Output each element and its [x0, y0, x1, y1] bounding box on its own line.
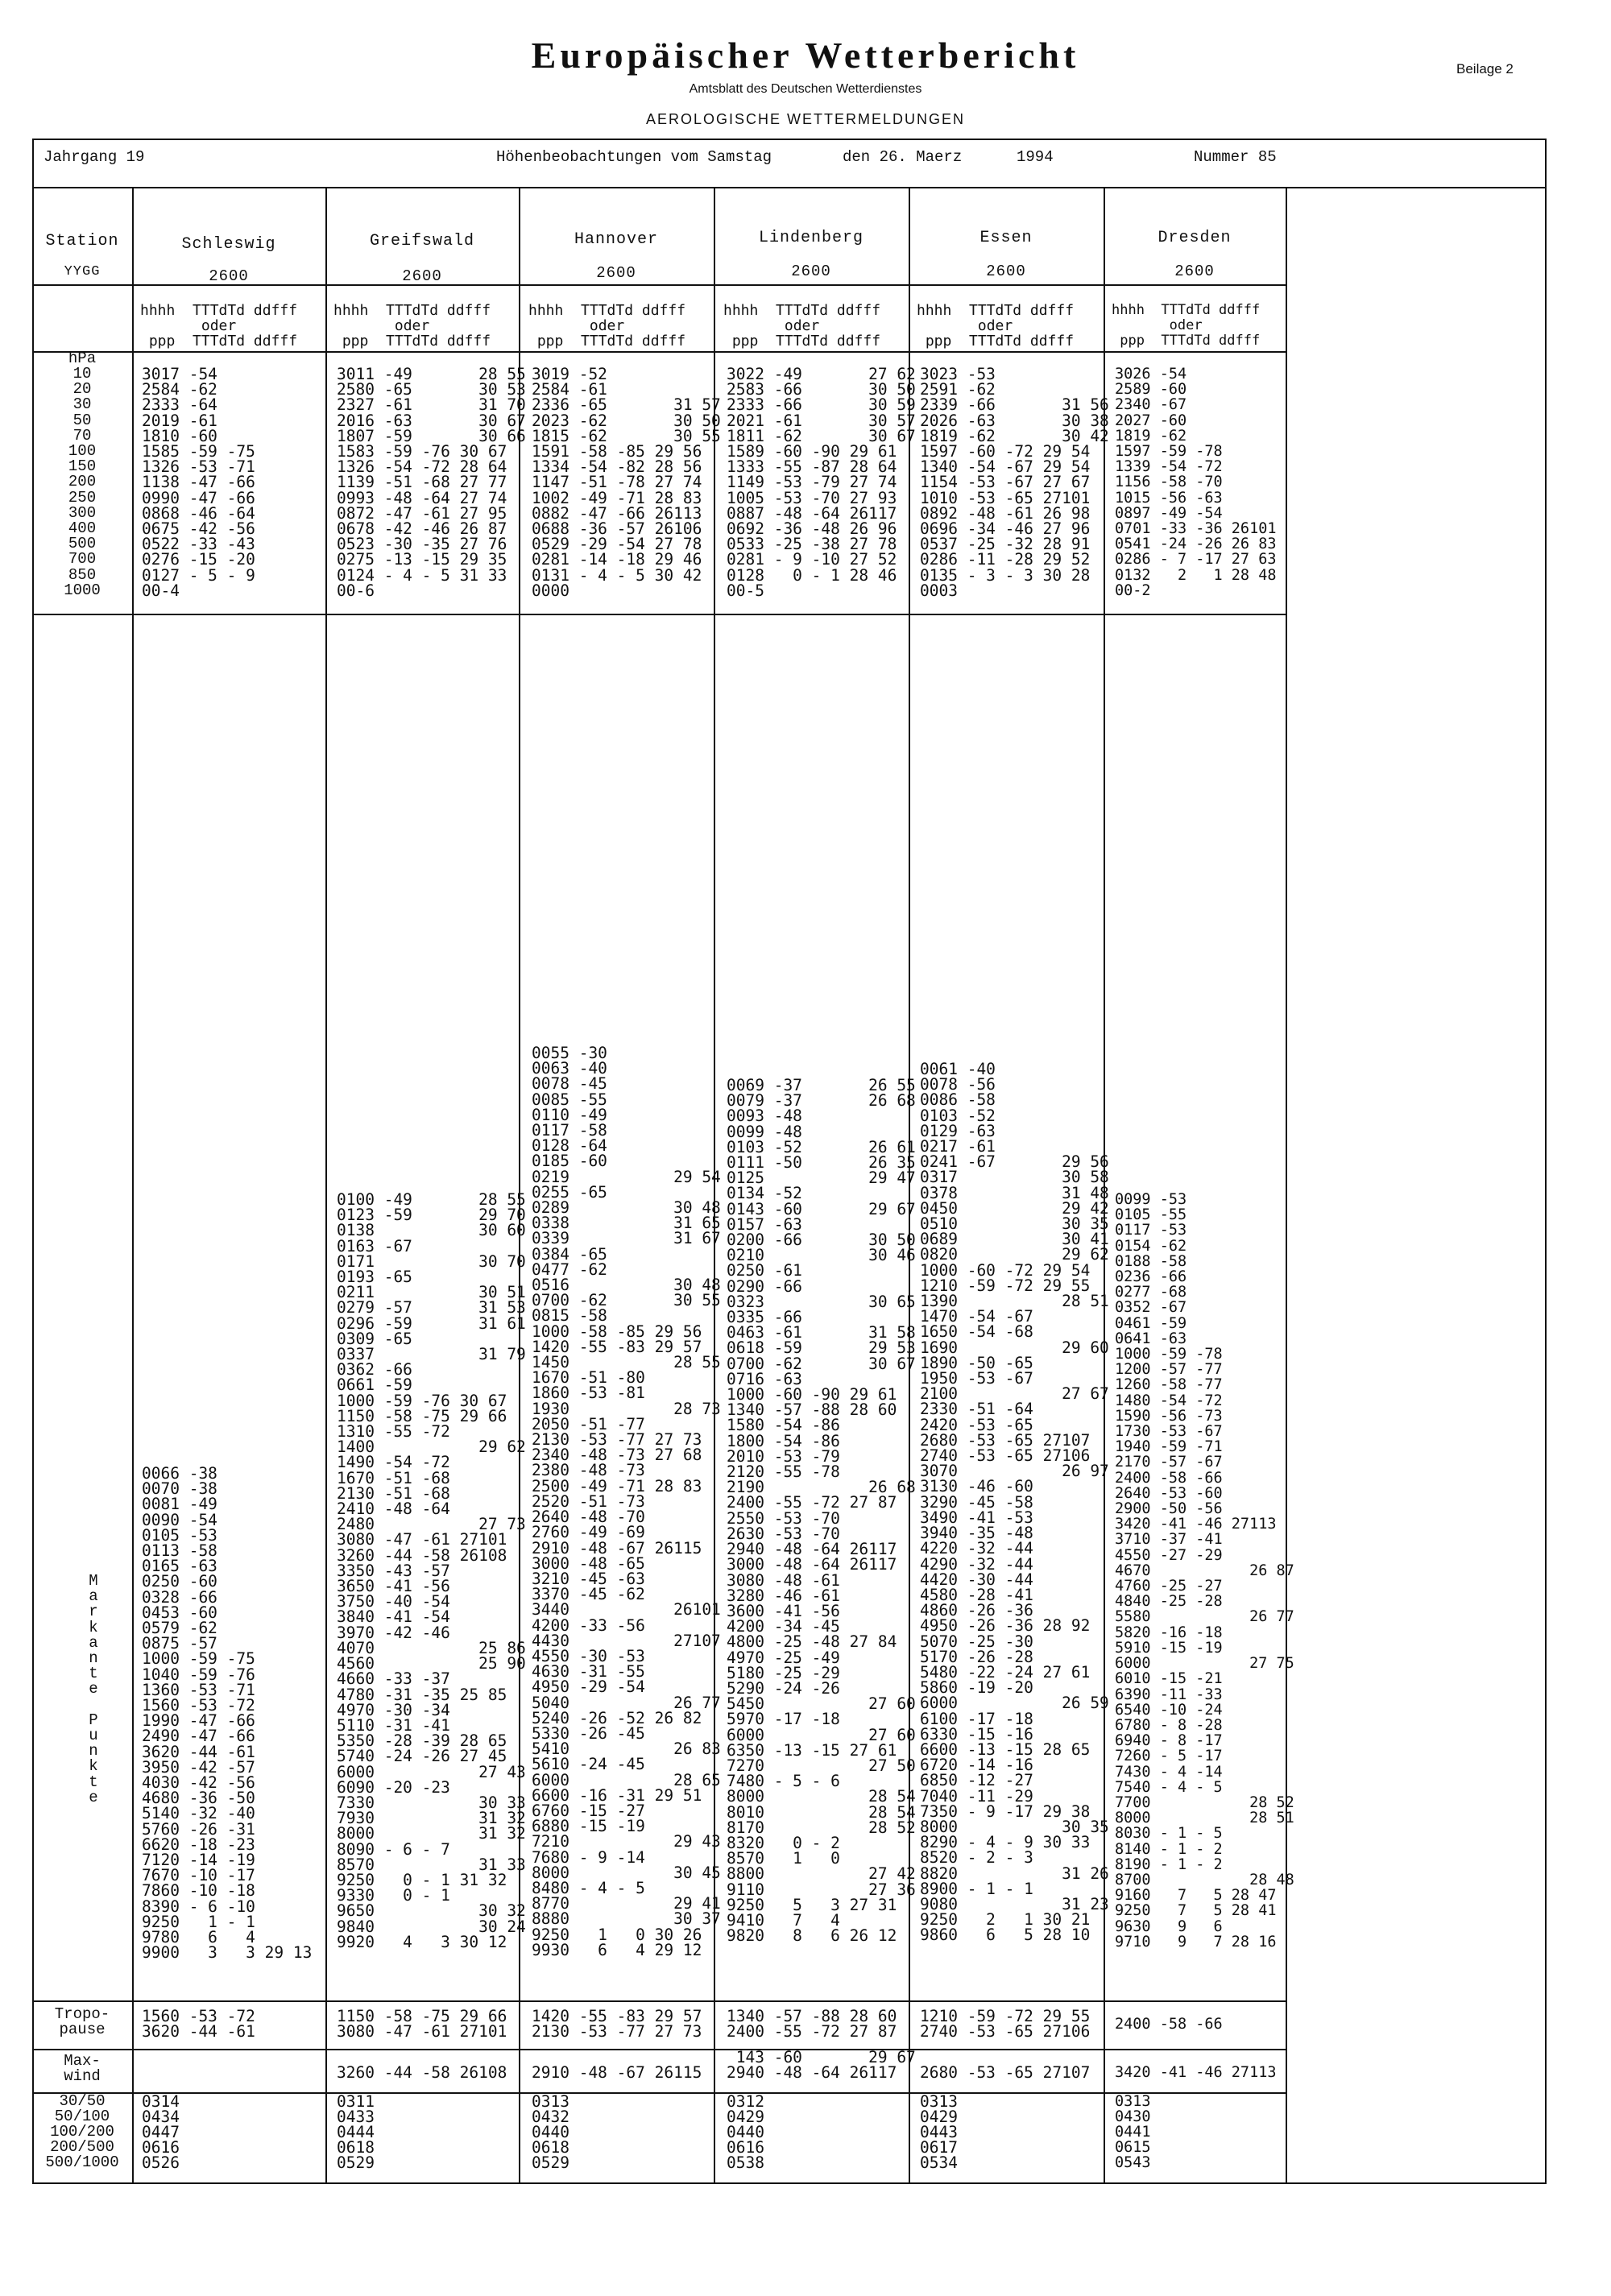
station-name: Schleswig — [181, 235, 276, 254]
header-rule — [32, 187, 1547, 188]
tropopause-values: 1560 -53 -72 3620 -44 -61 — [142, 2007, 255, 2042]
significant-points: 0066 -38 0070 -38 0081 -49 0090 -54 0105 -53 0113 -58 0165 -63 0250 -60 0328 -66 0453 -60 0579 -62 0875 -57 1000 -59 -75 1040 -59 -76 1360 -53 -71 1560 -53 -72 1990 -47 -66 2490 -47 -66 3620 -44 -61 3950 -42 -57 4030 -42 -56 4680 -36 -50 5140 -32 -40 5760 -26 -31 6620 -18 -23 7120 -14 -19 7670 -10 -17 7860 -10 -18 8390 - 6 -10 9250 1 - 1 9780 6 4 9900 3 3 29 13 — [142, 1464, 313, 1963]
maxwind-values: 2680 -53 -65 27107 — [920, 2063, 1091, 2082]
maxwind-values: 143 -60 29 67 2940 -48 -64 26117 — [727, 2048, 916, 2083]
standard-levels: 3017 -54 2584 -62 2333 -64 2019 -61 1810 -60 1585 -59 -75 1326 -53 -71 1138 -47 -66 0990 -47 -66 0868 -46 -64 0675 -42 -56 0522 -33 -43 0276 -15 -20 0127 - 5 - 9 00-4 — [142, 365, 255, 600]
standard-levels-rule — [32, 614, 1287, 615]
pressure-level: 50 — [72, 411, 92, 429]
tropopause-rule — [32, 2049, 1287, 2050]
col-rule-2 — [325, 187, 327, 2184]
supplement-label: Beilage 2 — [1456, 61, 1514, 77]
layer-values: 0313 0432 0440 0618 0529 — [532, 2092, 569, 2172]
station-time: 2600 — [791, 263, 831, 280]
column-header-rule — [32, 351, 1287, 353]
pressure-level: 30 — [72, 395, 92, 414]
observation-label: Höhenbeobachtungen vom Samstag — [496, 148, 772, 166]
station-name: Hannover — [574, 230, 658, 249]
significant-points: 0069 -37 26 55 0079 -37 26 68 0093 -48 0099 -48 0103 -52 26 61 0111 -50 26 35 0125 29 47 0134 -52 0143 -60 29 67 0157 -63 0200 -66 30 50 0210 30 46 0250 -61 0290 -66 0323 30 65 0335 -66 0463 -61 31 58 0618 -59 29 53 0700 -62 30 67 0716 -63 1000 -60 -90 29 61 1340 -57 -88 28 60 1580 -54 -86 1800 -54 -86 2010 -53 -79 2120 -55 -78 2190 26 68 2400 -55 -72 27 87 2550 -53 -70 2630 -53 -70 2940 -48 -64 26117 3000 -48 -64 26117 3080 -48 -61 3280 -46 -61 3600 -41 -56 4200 -34 -45 4800 -25 -48 27 84 4970 -25 -49 5180 -25 -29 5290 -24 -26 5450 27 60 5970 -17 -18 6000 27 60 6350 -13 -15 27 61 7270 27 50 7480 - 5 - 6 8000 28 54 8010 28 54 8170 28 52 8320 0 - 2 8570 1 0 8800 27 42 9110 27 36 9250 5 3 27 31 9410 7 4 9820 8 6 26 12 — [727, 1076, 916, 1946]
tropopause-values: 2400 -58 -66 — [1115, 2016, 1223, 2033]
station-time: 2600 — [986, 263, 1026, 280]
significant-points: 0099 -53 0105 -55 0117 -53 0154 -62 0188 -58 0236 -66 0277 -68 0352 -67 0461 -59 0641 -63 1000 -59 -78 1200 -57 -77 1260 -58 -77 1480 -54 -72 1590 -56 -73 1730 -53 -67 1940 -59 -71 2170 -57 -67 2400 -58 -66 2640 -53 -60 2900 -50 -56 3420 -41 -46 27113 3710 -37 -41 4550 -27 -29 4670 26 87 4760 -25 -27 4840 -25 -28 5580 26 77 5820 -16 -18 5910 -15 -19 6000 27 75 6010 -15 -21 6390 -11 -33 6540 -10 -24 6780 - 8 -28 6940 - 8 -17 7260 - 5 -17 7430 - 4 -14 7540 - 4 - 5 7700 28 52 8000 28 51 8030 - 1 - 5 8140 - 1 - 2 8190 - 1 - 2 8700 28 48 9160 7 5 28 47 9250 7 5 28 41 9630 9 6 9710 9 7 28 16 — [1115, 1191, 1294, 1951]
station-name: Greifswald — [369, 232, 475, 250]
tropopause-values: 1340 -57 -88 28 60 2400 -55 -72 27 87 — [727, 2007, 897, 2042]
maxwind-values: 3420 -41 -46 27113 — [1115, 2064, 1277, 2081]
tropopause-values: 1420 -55 -83 29 57 2130 -53 -77 27 73 — [532, 2007, 702, 2042]
section-title: AEROLOGISCHE WETTERMELDUNGEN — [645, 111, 966, 127]
layer-labels: 30/50 50/100 100/200 200/500 500/1000 — [45, 2092, 119, 2171]
pressure-level: 20 — [72, 380, 92, 399]
column-header: hhhh TTTdTd ddfff oder ppp TTTdTd ddfff — [723, 302, 881, 350]
markante-punkte-label: M a r k a n t e P u n k t e — [89, 1572, 98, 1806]
pressure-level: 850 — [68, 565, 97, 584]
pressure-level: 1000 — [64, 581, 101, 599]
standard-levels: 3022 -49 27 62 2583 -66 30 50 2333 -66 30 59 2021 -61 30 57 1811 -62 30 67 1589 -60 -90 29 61 1333 -55 -87 28 64 1149 -53 -79 27 74 1005 -53 -70 27 93 0887 -48 -64 26117 0692 -36 -48 26 96 0533 -25 -38 27 78 0281 - 9 -10 27 52 0128 0 - 1 28 46 00-5 — [727, 365, 916, 600]
pressure-level: 150 — [68, 457, 97, 476]
pressure-level: 70 — [72, 426, 92, 445]
maxwind-values: 2910 -48 -67 26115 — [532, 2063, 702, 2082]
jahrgang: Jahrgang 19 — [43, 148, 145, 166]
report-number: Nummer 85 — [1194, 148, 1277, 166]
station-time: 2600 — [1174, 263, 1215, 280]
standard-levels: 3011 -49 28 55 2580 -65 30 53 2327 -61 31 70 2016 -63 30 67 1807 -59 30 66 1583 -59 -76 30 67 1326 -54 -72 28 64 1139 -51 -68 27 77 0993 -48 -64 27 74 0872 -47 -61 27 95 0678 -42 -46 26 87 0523 -30 -35 27 76 0275 -13 -15 29 35 0124 - 4 - 5 31 33 00-6 — [337, 365, 526, 600]
page-title: Europäischer Wetterbericht — [531, 35, 1080, 76]
observation-year: 1994 — [1017, 148, 1054, 166]
layer-values: 0313 0430 0441 0615 0543 — [1115, 2093, 1151, 2171]
tropopause-values: 1210 -59 -72 29 55 2740 -53 -65 27106 — [920, 2007, 1091, 2042]
layer-values: 0312 0429 0440 0616 0538 — [727, 2092, 764, 2172]
pressure-level: 300 — [68, 503, 97, 522]
layer-values: 0313 0429 0443 0617 0534 — [920, 2092, 958, 2172]
layer-values: 0311 0433 0444 0618 0529 — [337, 2092, 375, 2172]
station-name: Essen — [979, 229, 1033, 247]
station-name: Lindenberg — [758, 229, 864, 247]
maxwind-values: 3260 -44 -58 26108 — [337, 2063, 507, 2082]
significant-rule — [32, 2000, 1287, 2002]
pressure-level: 400 — [68, 519, 97, 538]
observation-date: den 26. Maerz — [843, 148, 963, 166]
station-time: 2600 — [596, 264, 636, 282]
significant-points: 0061 -40 0078 -56 0086 -58 0103 -52 0129 -63 0217 -61 0241 -67 29 56 0317 30 58 0378 31 48 0450 29 42 0510 30 35 0689 30 41 0820 29 62 1000 -60 -72 29 54 1210 -59 -72 29 55 1390 28 51 1470 -54 -67 1650 -54 -68 1690 29 60 1890 -50 -65 1950 -53 -67 2100 27 67 2330 -51 -64 2420 -53 -65 2680 -53 -65 27107 2740 -53 -65 27106 3070 26 97 3130 -46 -60 3290 -45 -58 3490 -41 -53 3940 -35 -48 4220 -32 -44 4290 -32 -44 4420 -30 -44 4580 -28 -41 4860 -26 -36 4950 -26 -36 28 92 5070 -25 -30 5170 -26 -28 5480 -22 -24 27 61 5860 -19 -20 6000 26 59 6100 -17 -18 6330 -15 -16 6600 -13 -15 28 65 6720 -14 -16 6850 -12 -27 7040 -11 -29 7350 - 9 -17 29 38 8000 30 35 8290 - 4 - 9 30 33 8520 - 2 - 3 8820 31 26 8900 - 1 - 1 9080 31 23 9250 2 1 30 21 9860 6 5 28 10 — [920, 1060, 1109, 1945]
page-subtitle: Amtsblatt des Deutschen Wetterdienstes — [689, 82, 922, 96]
column-header: hhhh TTTdTd ddfff oder ppp TTTdTd ddfff — [917, 302, 1075, 350]
station-label: Station — [45, 232, 119, 250]
pressure-level: 200 — [68, 473, 97, 491]
pressure-level: 500 — [68, 535, 97, 553]
standard-levels: 3019 -52 2584 -61 2336 -65 31 57 2023 -62 30 50 1815 -62 30 55 1591 -58 -85 29 56 1334 -54 -82 28 56 1147 -51 -78 27 74 1002 -49 -71 28 83 0882 -47 -66 26113 0688 -36 -57 26106 0529 -29 -54 27 78 0281 -14 -18 29 46 0131 - 4 - 5 30 42 0000 — [532, 365, 721, 600]
standard-levels: 3026 -54 2589 -60 2340 -67 2027 -60 1819 -62 1597 -59 -78 1339 -54 -72 1156 -58 -70 1015 -56 -63 0897 -49 -54 0701 -33 -36 26101 0541 -24 -26 26 83 0286 - 7 -17 27 63 0132 2 1 28 48 00-2 — [1115, 366, 1277, 599]
pressure-level: 700 — [68, 550, 97, 569]
column-header: hhhh TTTdTd ddfff oder ppp TTTdTd ddfff — [333, 302, 491, 350]
column-header: hhhh TTTdTd ddfff oder ppp TTTdTd ddfff — [528, 302, 686, 350]
col-rule-1 — [132, 187, 134, 2184]
pressure-level: 250 — [68, 488, 97, 507]
standard-levels: 3023 -53 2591 -62 2339 -66 31 56 2026 -63 30 38 1819 -62 30 42 1597 -60 -72 29 54 1340 -54 -67 29 54 1154 -53 -67 27 67 1010 -53 -65 27101 0892 -48 -61 26 98 0696 -34 -46 27 96 0537 -25 -32 28 91 0286 -11 -28 29 52 0135 - 3 - 3 30 28 0003 — [920, 365, 1109, 600]
hpa-label: hPa — [68, 350, 97, 367]
pressure-level: 10 — [72, 365, 92, 383]
column-header: hhhh TTTdTd ddfff oder ppp TTTdTd ddfff — [1112, 302, 1261, 349]
pressure-levels — [34, 366, 130, 598]
maxwind-rule — [32, 2092, 1287, 2094]
station-name: Dresden — [1158, 229, 1232, 247]
column-header: hhhh TTTdTd ddfff oder ppp TTTdTd ddfff — [140, 302, 298, 350]
layer-values: 0314 0434 0447 0616 0526 — [142, 2092, 180, 2172]
significant-points: 0100 -49 28 55 0123 -59 29 70 0138 30 60 0163 -67 0171 30 70 0193 -65 0211 30 51 0279 -57 31 53 0296 -59 31 61 0309 -65 0337 31 79 0362 -66 0661 -59 1000 -59 -76 30 67 1150 -58 -75 29 66 1310 -55 -72 1400 29 62 1490 -54 -72 1670 -51 -68 2130 -51 -68 2410 -48 -64 2480 27 73 3080 -47 -61 27101 3260 -44 -58 26108 3350 -43 -57 3650 -41 -56 3750 -40 -54 3840 -41 -54 3970 -42 -46 4070 25 86 4560 25 90 4660 -33 -37 4780 -31 -35 25 85 4970 -30 -34 5110 -31 -41 5350 -28 -39 28 65 5740 -24 -26 27 45 6000 27 43 6090 -20 -23 7330 30 33 7930 31 32 8000 31 32 8090 - 6 - 7 8570 31 33 9250 0 - 1 31 32 9330 0 - 1 9650 30 32 9840 30 24 9920 4 3 30 12 — [337, 1190, 526, 1951]
station-time: 2600 — [402, 267, 442, 285]
tropopause-values: 1150 -58 -75 29 66 3080 -47 -61 27101 — [337, 2007, 507, 2042]
pressure-level: 100 — [68, 442, 97, 461]
maxwind-label: Max- wind — [64, 2052, 101, 2085]
yygg-label: YYGG — [64, 264, 101, 279]
station-time: 2600 — [209, 267, 249, 285]
significant-points: 0055 -30 0063 -40 0078 -45 0085 -55 0110 -49 0117 -58 0128 -64 0185 -60 0219 29 54 0255 -65 0289 30 48 0338 31 65 0339 31 67 0384 -65 0477 -62 0516 30 48 0700 -62 30 55 0815 -58 1000 -58 -85 29 56 1420 -55 -83 29 57 1450 28 55 1670 -51 -80 1860 -53 -81 1930 28 73 2050 -51 -77 2130 -53 -77 27 73 2340 -48 -73 27 68 2380 -48 -73 2500 -49 -71 28 83 2520 -51 -73 2640 -48 -70 2760 -49 -69 2910 -48 -67 26115 3000 -48 -65 3210 -45 -63 3370 -45 -62 3440 26101 4200 -33 -56 4430 27107 4550 -30 -53 4630 -31 -55 4950 -29 -54 5040 26 77 5240 -26 -52 26 82 5330 -26 -45 5410 26 83 5610 -24 -45 6000 28 65 6600 -16 -31 29 51 6760 -15 -27 6880 -15 -19 7210 29 43 7680 - 9 -14 8000 30 45 8480 - 4 - 5 8770 29 41 8880 30 37 9250 1 0 30 26 9930 6 4 29 12 — [532, 1044, 721, 1959]
tropopause-label: Tropo- pause — [54, 2005, 110, 2038]
